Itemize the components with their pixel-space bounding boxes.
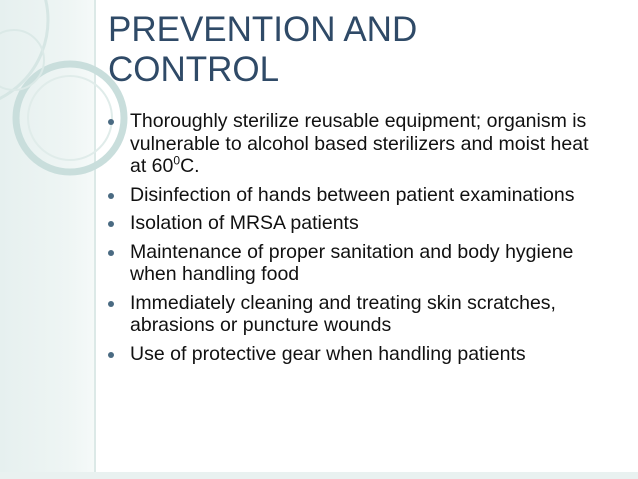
bullet-item: [104, 212, 604, 235]
bullet-dot-icon: [108, 119, 114, 125]
bullet-text: Isolation of MRSA patients: [130, 212, 359, 234]
bottom-rule: [0, 472, 638, 479]
bullet-suffix: C.: [180, 155, 200, 177]
bullet-list: [104, 110, 604, 371]
bullet-dot-icon: [108, 301, 114, 307]
bullet-text: Immediately cleaning and treating skin scratches, abrasions or puncture wounds: [130, 291, 556, 336]
bullet-item: [104, 110, 604, 178]
bullet-text: Thoroughly sterilize reusable equipment; organism is vulnerable to alcohol based sterilizers and moist heat at 60: [130, 110, 589, 177]
bullet-dot-icon: [108, 221, 114, 227]
bullet-dot-icon: [108, 250, 114, 256]
bullet-item: [104, 184, 604, 207]
decorative-ring-inner: [28, 76, 112, 160]
bullet-text: Maintenance of proper sanitation and body hygiene when handling food: [130, 240, 574, 285]
bullet-item: [104, 343, 604, 366]
bullet-item: [104, 241, 604, 286]
bullet-text: Use of protective gear when handling patients: [130, 342, 526, 365]
bullet-dot-icon: [108, 193, 114, 199]
bullet-dot-icon: [108, 352, 114, 358]
bullet-item: [104, 292, 604, 337]
slide-title: PREVENTION AND CONTROL: [108, 10, 418, 89]
bullet-text: Disinfection of hands between patient examinations: [130, 183, 575, 206]
bullet-superscript: 0: [173, 153, 181, 168]
